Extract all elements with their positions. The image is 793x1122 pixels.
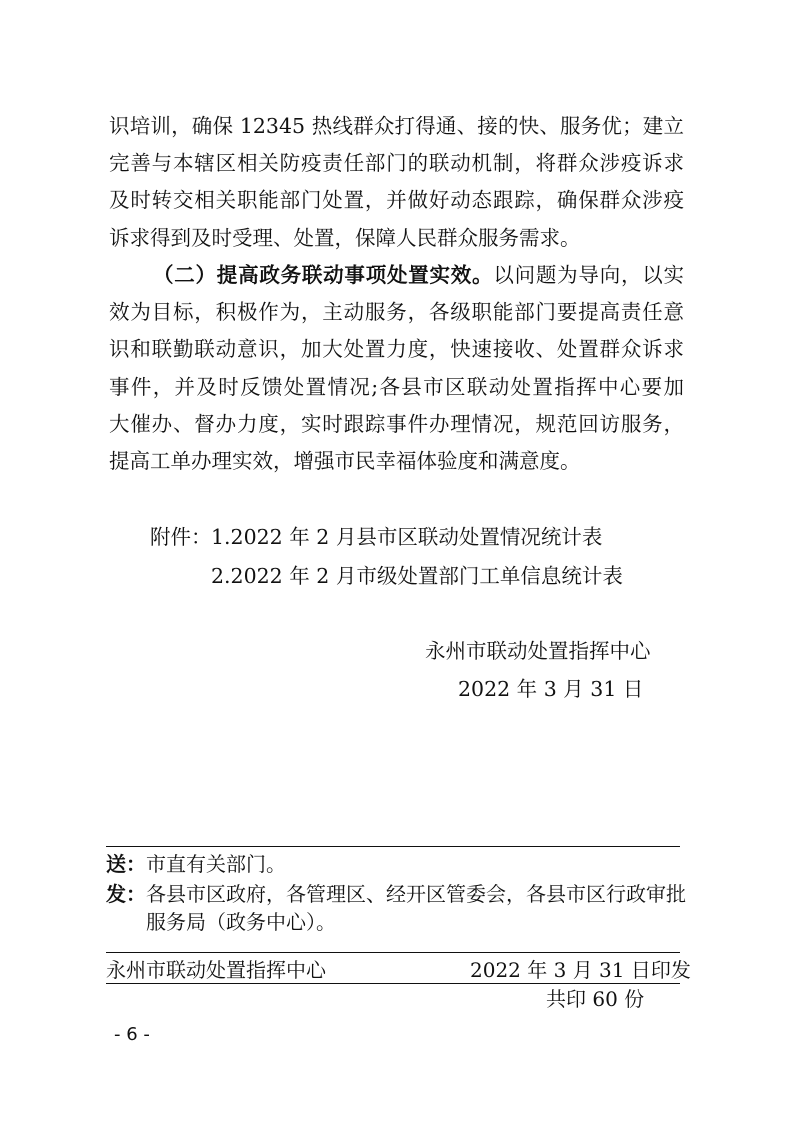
body-line: 完善与本辖区相关防疫责任部门的联动机制，将群众涉疫诉求 [109, 151, 684, 175]
send-row [106, 850, 684, 878]
section-heading-line [153, 261, 684, 289]
body-line: 事件，并及时反馈处置情况;各县市区联动处置指挥中心要加 [109, 375, 684, 399]
body-line: 及时转交相关职能部门处置，并做好动态跟踪，确保群众涉疫 [109, 188, 684, 212]
section-heading: （二）提高政务联动事项处置实效。 [153, 263, 494, 287]
divider [106, 952, 680, 953]
attachment-item: 1.2022 年 2 月县市区联动处置情况统计表 [211, 525, 603, 549]
signature-date: 2022 年 3 月 31 日 [458, 677, 644, 701]
divider [106, 983, 680, 984]
issue-text: 各县市区政府，各管理区、经开区管委会，各县市区行政审批 [146, 882, 686, 906]
issue-row [106, 880, 684, 908]
footer-issuer: 永州市联动处置指挥中心 [106, 958, 326, 982]
send-label: 送： [106, 852, 146, 876]
body-line: 大催办、督办力度，实时跟踪事件办理情况，规范回访服务， [109, 412, 684, 436]
attachment-label: 附件： [150, 525, 212, 549]
body-line: 诉求得到及时受理、处置，保障人民群众服务需求。 [109, 226, 581, 250]
signature-org: 永州市联动处置指挥中心 [425, 639, 651, 663]
body-line: 识培训，确保 12345 热线群众打得通、接的快、服务优；建立 [109, 114, 684, 138]
issue-text-continued: 服务局（政务中心）。 [146, 910, 336, 934]
divider [106, 846, 680, 847]
page-number: - 6 - [114, 1024, 150, 1045]
footer-print-date: 2022 年 3 月 31 日印发 [470, 958, 691, 982]
issue-label: 发： [106, 882, 146, 906]
footer-copies: 共印 60 份 [546, 987, 645, 1011]
section-text: 以问题为导向，以实 [493, 263, 685, 287]
body-line: 提高工单办理实效，增强市民幸福体验度和满意度。 [109, 449, 581, 473]
body-line: 识和联勤联动意识，加大处置力度，快速接收、处置群众诉求 [109, 337, 684, 361]
body-line: 效为目标，积极作为，主动服务，各级职能部门要提高责任意 [109, 300, 684, 324]
send-text: 市直有关部门。 [146, 852, 286, 876]
attachment-item: 2.2022 年 2 月市级处置部门工单信息统计表 [211, 564, 623, 588]
